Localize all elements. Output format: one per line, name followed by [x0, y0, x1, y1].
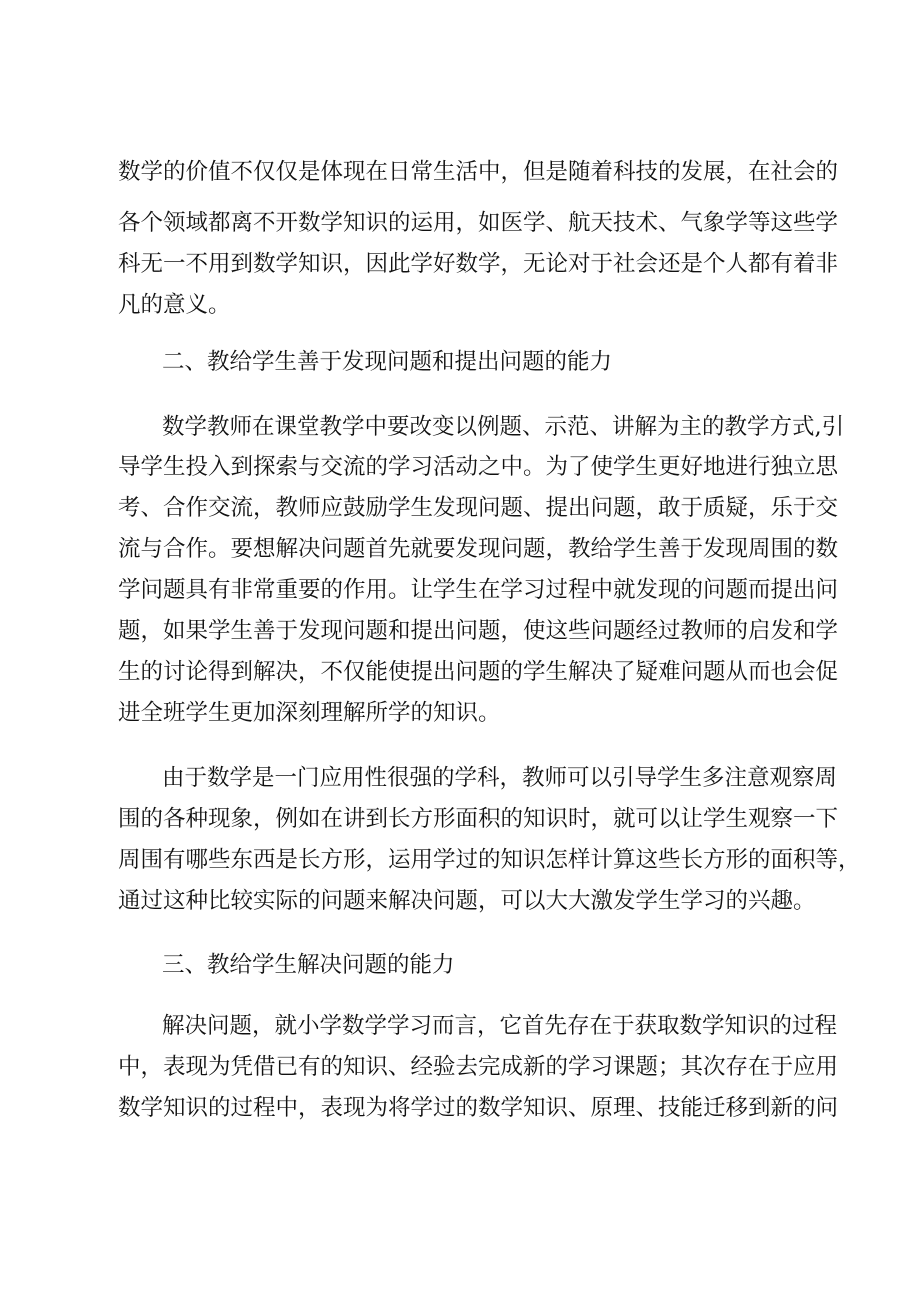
paragraph-3-line-1: 由于数学是一门应用性很强的学科，教师可以引导学生多注意观察周: [162, 765, 838, 791]
paragraph-2-line-2: 导学生投入到探索与交流的学习活动之中。为了使学生更好地进行独立思: [118, 454, 839, 480]
paragraph-3-line-4: 通过这种比较实际的问题来解决问题，可以大大激发学生学习的兴趣。: [118, 888, 816, 914]
paragraph-2-line-7: 生的讨论得到解决，不仅能使提出问题的学生解决了疑难问题从而也会促: [118, 659, 839, 685]
paragraph-3-line-3: 周围有哪些东西是长方形，运用学过的知识怎样计算这些长方形的面积等，: [118, 847, 861, 873]
paragraph-3-line-2: 围的各种现象，例如在讲到长方形面积的知识时，就可以让学生观察一下: [118, 806, 839, 832]
paragraph-1-line-2: 各个领域都离不开数学知识的运用，如医学、航天技术、气象学等这些学: [118, 210, 839, 236]
section-heading-3: 三、教给学生解决问题的能力: [162, 952, 455, 978]
paragraph-1-line-4: 凡的意义。: [118, 292, 231, 318]
paragraph-2-line-4: 流与合作。要想解决问题首先就要发现问题，教给学生善于发现周围的数: [118, 536, 839, 562]
paragraph-1-line-1: 数学的价值不仅仅是体现在日常生活中，但是随着科技的发展，在社会的: [118, 159, 839, 185]
paragraph-4-line-3: 数学知识的过程中，表现为将学过的数学知识、原理、技能迁移到新的问: [118, 1095, 839, 1121]
paragraph-1-line-3: 科无一不用到数学知识，因此学好数学，无论对于社会还是个人都有着非: [118, 251, 839, 277]
paragraph-2-line-6: 题，如果学生善于发现问题和提出问题，使这些问题经过教师的启发和学: [118, 618, 839, 644]
paragraph-2-line-3: 考、合作交流，教师应鼓励学生发现问题、提出问题，敢于质疑，乐于交: [118, 495, 839, 521]
paragraph-2-line-5: 学问题具有非常重要的作用。让学生在学习过程中就发现的问题而提出问: [118, 577, 839, 603]
paragraph-2-line-1: 数学教师在课堂教学中要改变以例题、示范、讲解为主的教学方式,引: [162, 414, 845, 440]
section-heading-2: 二、教给学生善于发现问题和提出问题的能力: [162, 349, 613, 375]
paragraph-4-line-2: 中，表现为凭借已有的知识、经验去完成新的学习课题；其次存在于应用: [118, 1054, 839, 1080]
paragraph-2-line-8: 进全班学生更加深刻理解所学的知识。: [118, 700, 501, 726]
paragraph-4-line-1: 解决问题，就小学数学学习而言，它首先存在于获取数学知识的过程: [162, 1013, 838, 1039]
